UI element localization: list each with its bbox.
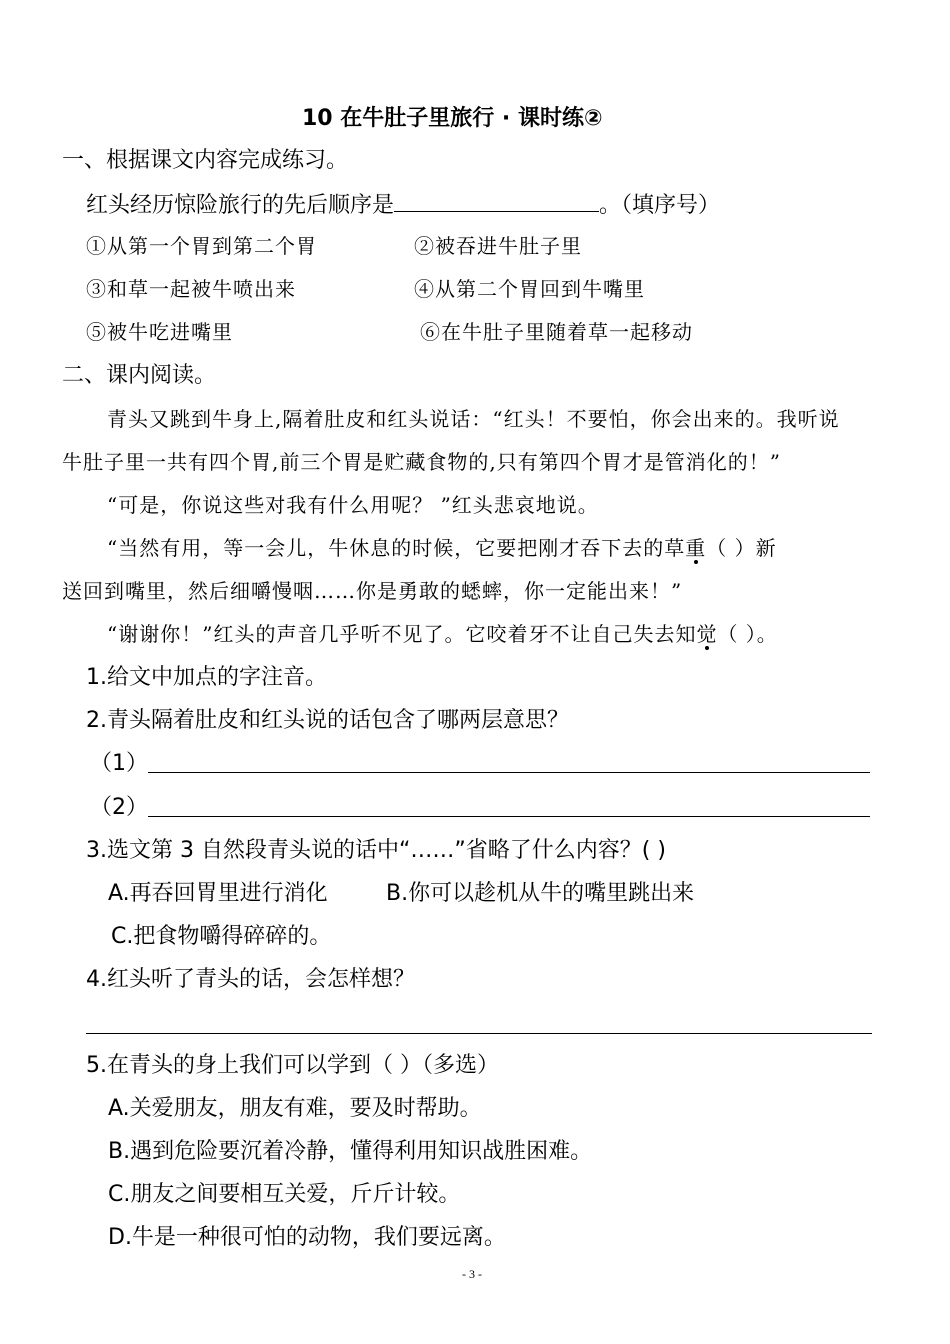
section1-question: [86, 189, 720, 221]
question-4: 4.红头听了青头的话，会怎样想？: [86, 967, 415, 992]
passage-line: [107, 533, 777, 563]
question-text: 红头经历惊险旅行的先后顺序是: [86, 193, 395, 218]
option-1: ①从第一个胃到第二个胃: [86, 234, 317, 258]
dotted-char: 觉: [696, 622, 718, 646]
pinyin-blank[interactable]: （ ）新: [706, 536, 777, 560]
q3-option-b: B.你可以趁机从牛的嘴里跳出来: [386, 881, 695, 906]
pinyin-blank[interactable]: （ ）。: [717, 622, 778, 646]
page-number: - 3 -: [462, 1267, 482, 1281]
option-3: ③和草一起被牛喷出来: [86, 277, 296, 301]
option-4: ④从第二个胃回到牛嘴里: [414, 277, 645, 301]
q2-blank-label-2: （2）: [90, 795, 148, 820]
passage-line: 牛肚子里一共有四个胃,前三个胃是贮藏食物的,只有第四个胃才是管消化的！”: [62, 450, 781, 474]
q2-blank-label-1: （1）: [90, 751, 148, 776]
passage-line: 青头又跳到牛身上,隔着肚皮和红头说话：“红头！不要怕，你会出来的。我听说: [107, 407, 840, 431]
q3-option-c: C.把食物嚼得碎碎的。: [111, 924, 332, 949]
passage-line: 送回到嘴里，然后细嚼慢咽……你是勇敢的蟋蟀，你一定能出来！”: [62, 579, 683, 603]
passage-text: “谢谢你！”红头的声音几乎听不见了。它咬着牙不让自己失去知: [107, 622, 697, 646]
dotted-char: 重: [685, 536, 707, 560]
answer-blank[interactable]: [394, 189, 599, 212]
answer-line[interactable]: [86, 1033, 872, 1034]
q5-option-b: B.遇到危险要沉着冷静，懂得利用知识战胜困难。: [108, 1139, 593, 1164]
option-2: ②被吞进牛肚子里: [414, 234, 582, 258]
passage-line: [107, 619, 778, 649]
q5-option-d: D.牛是一种很可怕的动物，我们要远离。: [108, 1225, 506, 1250]
question-suffix: 。（填序号）: [599, 193, 721, 218]
passage-line: “可是，你说这些对我有什么用呢？ ”红头悲哀地说。: [107, 493, 599, 517]
question-3: 3.选文第 3 自然段青头说的话中“……”省略了什么内容？( ): [86, 838, 666, 863]
section2-heading: 二、课内阅读。: [62, 363, 217, 388]
page-title: 10 在牛肚子里旅行 · 课时练②: [302, 106, 603, 131]
q5-option-c: C.朋友之间要相互关爱，斤斤计较。: [108, 1182, 461, 1207]
question-1: 1.给文中加点的字注音。: [86, 665, 327, 690]
passage-text: “当然有用，等一会儿，牛休息的时候，它要把刚才吞下去的草: [107, 536, 686, 560]
question-2: 2.青头隔着肚皮和红头说的话包含了哪两层意思？: [86, 708, 569, 733]
answer-line[interactable]: [148, 772, 870, 773]
question-5: 5.在青头的身上我们可以学到（ ）（多选）: [86, 1053, 499, 1078]
section1-heading: 一、根据课文内容完成练习。: [62, 148, 349, 173]
answer-line[interactable]: [148, 816, 870, 817]
q5-option-a: A.关爱朋友，朋友有难，要及时帮助。: [108, 1096, 482, 1121]
option-6: ⑥在牛肚子里随着草一起移动: [420, 320, 693, 344]
q3-option-a: A.再吞回胃里进行消化: [108, 881, 328, 906]
option-5: ⑤被牛吃进嘴里: [86, 320, 233, 344]
